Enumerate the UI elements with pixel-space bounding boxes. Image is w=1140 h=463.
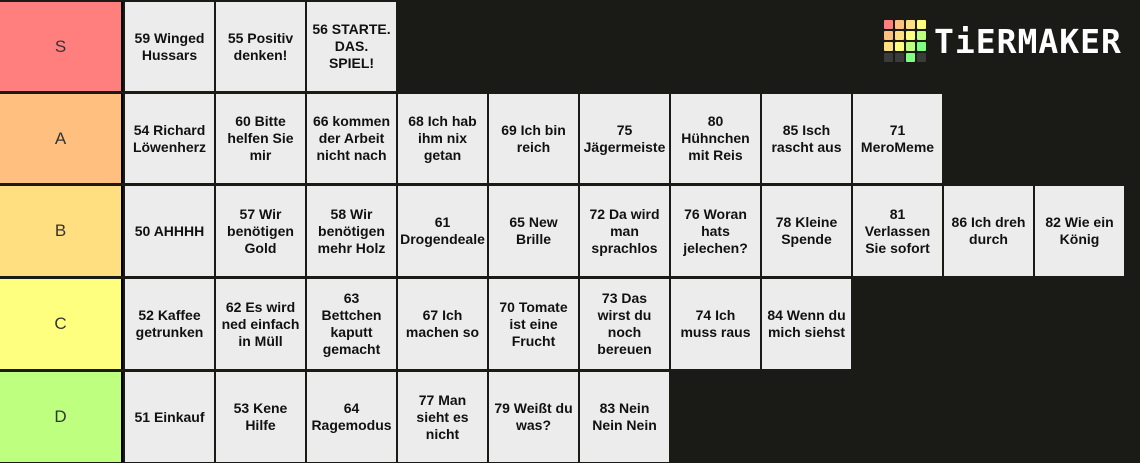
logo-text: TiERMAKER: [934, 21, 1122, 61]
logo-grid-cell: [895, 31, 904, 40]
logo-grid-cell: [906, 42, 915, 51]
tier-row-a: [0, 94, 1140, 183]
tier-item[interactable]: 60 Bitte helfen Sie mir: [216, 94, 305, 183]
tier-items-b: [123, 186, 1124, 276]
tier-item[interactable]: 73 Das wirst du noch bereuen: [580, 279, 669, 369]
tier-item[interactable]: 62 Es wird ned einfach in Müll: [216, 279, 305, 369]
tier-item[interactable]: 61 Drogendeale: [398, 186, 487, 276]
logo-grid-cell: [917, 42, 926, 51]
logo-grid-cell: [895, 53, 904, 62]
logo-grid-cell: [884, 53, 893, 62]
tier-label-s[interactable]: S: [0, 2, 123, 91]
tier-label-c[interactable]: C: [0, 279, 123, 369]
tier-item[interactable]: 84 Wenn du mich siehst: [762, 279, 851, 369]
logo-grid-icon: [884, 20, 926, 62]
tier-item[interactable]: 57 Wir benötigen Gold: [216, 186, 305, 276]
logo-grid-cell: [917, 53, 926, 62]
tier-item[interactable]: 66 kommen der Arbeit nicht nach: [307, 94, 396, 183]
tier-item[interactable]: 68 Ich hab ihm nix getan: [398, 94, 487, 183]
tier-item[interactable]: 65 New Brille: [489, 186, 578, 276]
tier-row-b: [0, 186, 1140, 276]
tier-item[interactable]: 74 Ich muss raus: [671, 279, 760, 369]
tier-row-c: [0, 279, 1140, 369]
tier-item[interactable]: 77 Man sieht es nicht: [398, 372, 487, 462]
logo-grid-cell: [917, 31, 926, 40]
logo-grid-cell: [884, 20, 893, 29]
logo-grid-cell: [884, 31, 893, 40]
tier-item[interactable]: 80 Hühnchen mit Reis: [671, 94, 760, 183]
tier-item[interactable]: 67 Ich machen so: [398, 279, 487, 369]
tier-label-b[interactable]: B: [0, 186, 123, 276]
tier-item[interactable]: 86 Ich dreh durch: [944, 186, 1033, 276]
logo-grid-cell: [906, 20, 915, 29]
tier-item[interactable]: 81 Verlassen Sie sofort: [853, 186, 942, 276]
tiermaker-logo[interactable]: [884, 20, 1122, 62]
tier-item[interactable]: 76 Woran hats jelechen?: [671, 186, 760, 276]
tier-item[interactable]: 52 Kaffee getrunken: [125, 279, 214, 369]
tier-item[interactable]: 53 Kene Hilfe: [216, 372, 305, 462]
tier-item[interactable]: 78 Kleine Spende: [762, 186, 851, 276]
tier-item[interactable]: 83 Nein Nein Nein: [580, 372, 669, 462]
tier-item[interactable]: 72 Da wird man sprachlos: [580, 186, 669, 276]
logo-grid-cell: [895, 42, 904, 51]
tier-item[interactable]: 69 Ich bin reich: [489, 94, 578, 183]
logo-grid-cell: [884, 42, 893, 51]
tier-label-a[interactable]: A: [0, 94, 123, 183]
tier-item[interactable]: 85 Isch rascht aus: [762, 94, 851, 183]
tier-item[interactable]: 58 Wir benötigen mehr Holz: [307, 186, 396, 276]
tier-item[interactable]: 51 Einkauf: [125, 372, 214, 462]
tier-item[interactable]: 64 Ragemodus: [307, 372, 396, 462]
tier-item[interactable]: 82 Wie ein König: [1035, 186, 1124, 276]
logo-grid-cell: [906, 31, 915, 40]
logo-grid-cell: [917, 20, 926, 29]
tier-item[interactable]: 79 Weißt du was?: [489, 372, 578, 462]
tier-item[interactable]: 70 Tomate ist eine Frucht: [489, 279, 578, 369]
tier-row-d: [0, 372, 1140, 462]
tier-items-s: [123, 2, 396, 91]
tier-item[interactable]: 54 Richard Löwenherz: [125, 94, 214, 183]
tier-items-a: [123, 94, 942, 183]
tier-items-c: [123, 279, 851, 369]
logo-grid-cell: [895, 20, 904, 29]
tier-item[interactable]: 71 MeroMeme: [853, 94, 942, 183]
tier-items-d: [123, 372, 669, 462]
tier-item[interactable]: 63 Bettchen kaputt gemacht: [307, 279, 396, 369]
tier-item[interactable]: 56 STARTE. DAS. SPIEL!: [307, 2, 396, 91]
tier-item[interactable]: 55 Positiv denken!: [216, 2, 305, 91]
tier-item[interactable]: 50 AHHHH: [125, 186, 214, 276]
tier-label-d[interactable]: D: [0, 372, 123, 462]
tier-item[interactable]: 75 Jägermeiste: [580, 94, 669, 183]
logo-grid-cell: [906, 53, 915, 62]
tier-item[interactable]: 59 Winged Hussars: [125, 2, 214, 91]
